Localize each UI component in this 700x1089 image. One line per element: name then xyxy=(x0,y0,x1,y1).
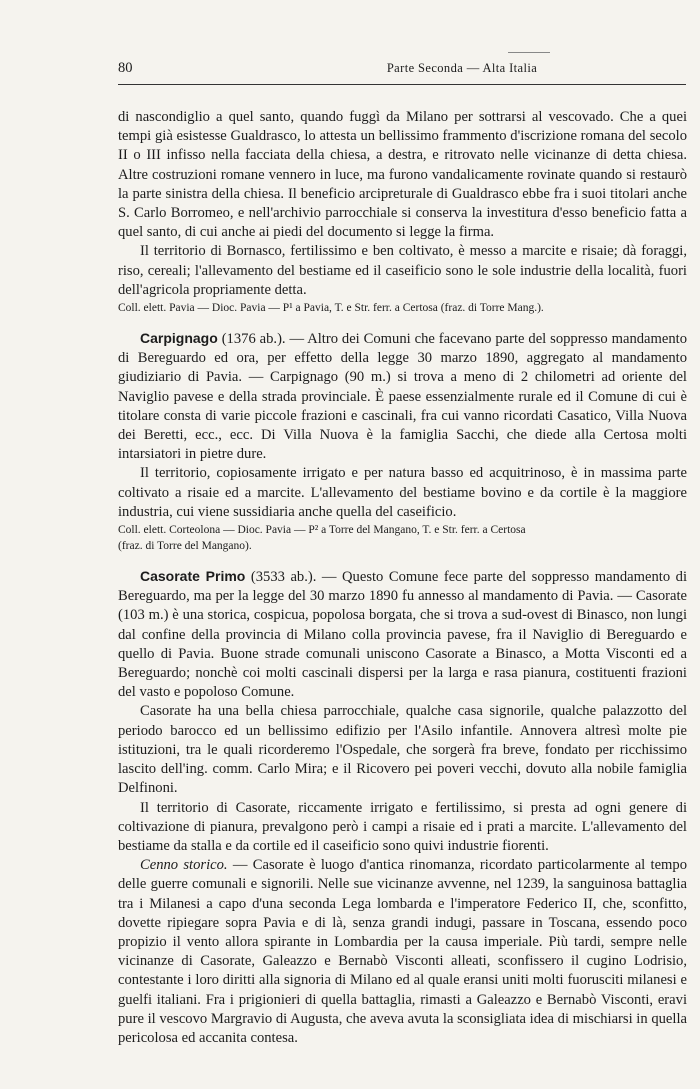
page-body xyxy=(118,108,687,1048)
carpignago-admin-note: Coll. elett. Corteolona — Dioc. Pavia — P² a Torre del Mangano, T. e Str. ferr. a Certosa (fraz. di Torre del Mangano). xyxy=(118,524,526,553)
page-number: 80 xyxy=(118,60,133,76)
header-mark xyxy=(508,52,550,53)
paragraph-casorate-history: Cenno storico. — Casorate è luogo d'antica rinomanza, ricordato particolarmente al tempo delle guerre comunali e signorili. Nelle sue vicinanze avvenne, nel 1239, la sanguinosa battaglia tra i Milanesi a capo d'una seconda Lega lombarda e l'imperatore Federico II, che, sconfitto, dovette ripiegare sopra Pavia e di là, senza grandi indugi, passare in Toscana, essendo poco propizio il vento allora spirante in Lombardia per la causa imperiale. Più tardi, sempre nelle vicinanze di Casorate, Galeazzo e Bernabò Visconti alleati, sconfissero il cugino Lodrisio, contestante i loro diritti alla signoria di Milano ed al quale eransi uniti molti fuorusciti milanesi e guelfi italiani. Fra i prigionieri di quella battaglia, rimasti a Galeazzo e Bernabò Visconti, eravi pure il vescovo Margravio di Augusta, che aveva avuta la sconsigliata idea di mischiarsi in quella pericolosa ed accanita contesa. xyxy=(118,857,687,1046)
paragraph-casorate-buildings: Casorate ha una bella chiesa parrocchiale, qualche casa signorile, qualche palazzotto del periodo barocco ed un bellissimo edifizio per l'Asilo infantile. Annovera altresì molte pie istituzioni, tra le quali ricorderemo l'Ospedale, che sorgerà fra breve, fondato per ricchissimo lascito dell'ing. comm. Carlo Mira; e il Ricovero pei poveri vecchi, dovuto alla nobile famiglia Delfinoni. xyxy=(118,703,687,797)
entry-heading-casorate: Casorate Primo xyxy=(140,568,246,585)
paragraph-bornasco-territory: Il territorio di Bornasco, fertilissimo e ben coltivato, è messo a marcite e risaie; dà foraggi, riso, cereali; l'allevamento del bestiame ed il caseificio sono le sole industrie della località, fuori dell'agricola propriamente detta. xyxy=(118,243,687,298)
paragraph-bornasco-history: di nascondiglio a quel santo, quando fuggì da Milano per sottrarsi al vescovado. Che a quei tempi già esistesse Gualdrasco, lo attesta un bellissimo frammento d'iscrizione romana del secolo II o III infisso nella facciata della chiesa, a destra, e ritrovato nelle vicinanze di detta chiesa. Altre costruzioni romane vennero in luce, ma furono vandalicamente rovinate quando si restaurò la parte sinistra della chiesa. Il beneficio arcipreturale di Gualdrasco ebbe fra i suoi titolari anche S. Carlo Borromeo, e nell'archivio parrocchiale si conserva la investitura d'esso beneficio fatta a quel santo, di cui anche ai piedi del documento si legge la firma. xyxy=(118,109,687,241)
bornasco-admin-note: Coll. elett. Pavia — Dioc. Pavia — P¹ a Pavia, T. e Str. ferr. a Certosa (fraz. di Torre Mang.). xyxy=(118,302,544,315)
paragraph-carpignago-territory: Il territorio, copiosamente irrigato e per natura basso ed acquitrinoso, è in massima parte coltivato a risaie ed a marcite. L'allevamento del bestiame bovino e da cortile è la maggiore industria, cui viene sussidiaria anche quella del caseificio. xyxy=(118,465,687,520)
subheading-cenno-storico: Cenno storico. xyxy=(140,857,228,874)
paragraph-casorate-territory: Il territorio di Casorate, riccamente irrigato e fertilissimo, si presta ad ogni genere di coltivazione di pianura, prevalgono però i campi a risaie ed i prati a marcite. L'allevamento del bestiame da stalla e da cortile ed il caseificio sono quivi industrie fiorenti. xyxy=(118,799,687,854)
running-title: Parte Seconda — Alta Italia xyxy=(386,61,538,75)
paragraph-carpignago: Carpignago (1376 ab.). — Altro dei Comuni che facevano parte del soppresso mandamento di Bereguardo ed ora, per effetto della legge 30 marzo 1890, aggregato al mandamento giudiziario di Pavia. — Carpignago (90 m.) si trova a meno di 2 chilometri ad oriente del Naviglio pavese e della strada provinciale. È paese essenzialmente rurale ed il Comune di cui è titolare consta di varie piccole frazioni e cascinali, fra cui vanno ricordati Casatico, Villa Nuova dei Beretti, ecc., ecc. Di Villa Nuova è la famiglia Sacchi, che diede alla Certosa molti intarsiatori in pietre dure. xyxy=(118,330,687,463)
page-header xyxy=(118,60,686,84)
paragraph-casorate: Casorate Primo (3533 ab.). — Questo Comune fece parte del soppresso mandamento di Bereguardo, ma per la legge del 30 marzo 1890 fu annesso al mandamento di Pavia. — Casorate (103 m.) è una storica, cospicua, popolosa borgata, che si trova a sud-ovest di Binasco, non lungi dal confine della provincia di Milano colla provincia pavese, fra il Naviglio di Bereguardo e quello di Pavia. Buone strade comunali uniscono Casorate a Binasco, a Motta Visconti ed a Bereguardo; nonchè coi molti cascinali dispersi per la larga e rasa pianura, costituenti frazioni del vasto e popoloso Comune. xyxy=(118,568,687,701)
header-rule xyxy=(118,84,686,85)
entry-heading-carpignago: Carpignago xyxy=(140,330,218,347)
